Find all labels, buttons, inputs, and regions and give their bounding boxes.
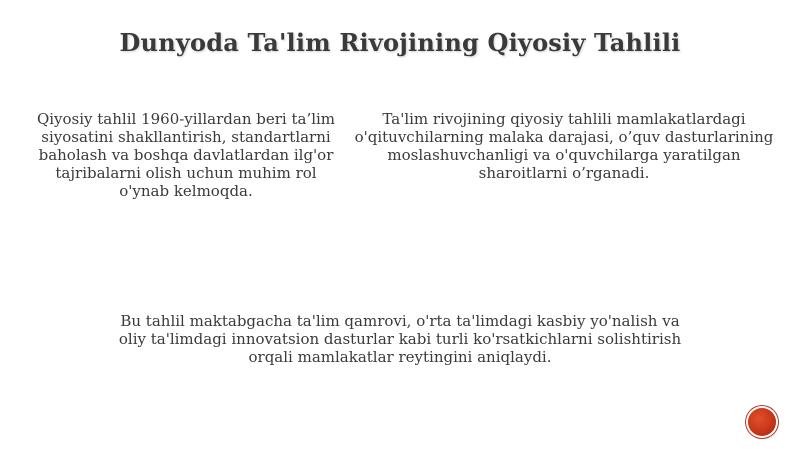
paragraph-bottom: Bu tahlil maktabgacha ta'lim qamrovi, o'rta ta'limdagi kasbiy yo'nalish va oliy ta'limdagi innovatsion dasturlar kabi turli ko'rsatkichlarni solishtirish orqali mamlakatlar reytingini aniqlaydi. xyxy=(118,312,682,366)
paragraph-left: Qiyosiy tahlil 1960-yillardan beri ta’lim siyosatini shakllantirish, standartlarni baholash va boshqa davlatlardan ilg'or tajribalarni olish uchun muhim rol o'ynab kelmoqda. xyxy=(36,110,336,200)
paragraph-right: Ta'lim rivojining qiyosiy tahlili mamlakatlardagi o'qituvchilarning malaka darajasi, o’quv dasturlarining moslashuvchanligi va o'quvchilarga yaratilgan sharoitlarni o’rganadi. xyxy=(354,110,774,182)
slide-title: Dunyoda Ta'lim Rivojining Qiyosiy Tahlili xyxy=(119,28,681,57)
red-circle-button-icon[interactable] xyxy=(748,408,776,436)
